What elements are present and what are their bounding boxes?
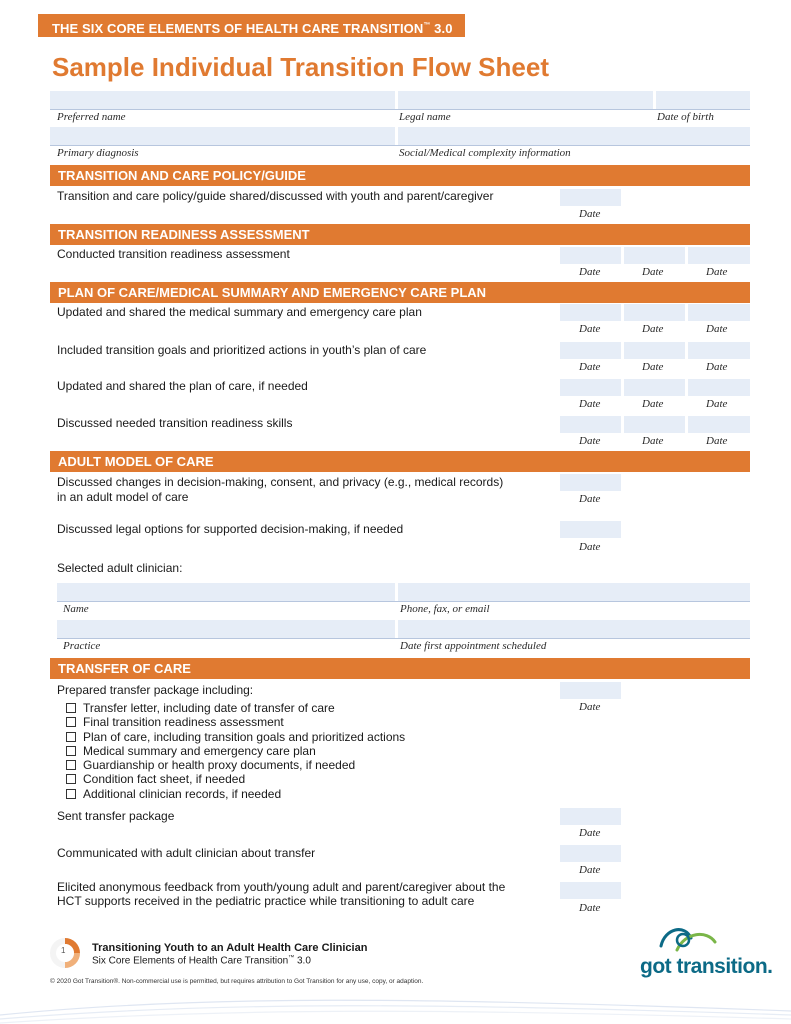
practice-label: Practice: [63, 640, 101, 652]
date-of-birth-field[interactable]: [656, 91, 750, 109]
date-field[interactable]: [560, 342, 621, 359]
plan-item: Updated and shared the plan of care, if needed: [57, 379, 308, 393]
adult-model-item: Discussed legal options for supported decision-making, if needed: [57, 522, 404, 536]
date-field[interactable]: [688, 304, 750, 321]
section-heading-transfer: TRANSFER OF CARE: [50, 658, 750, 679]
clinician-name-label: Name: [63, 603, 89, 615]
adult-model-item: Selected adult clinician:: [57, 561, 183, 575]
checklist-label: Final transition readiness assessment: [83, 715, 284, 729]
date-label: Date: [706, 323, 728, 335]
date-label: Date: [706, 398, 728, 410]
clinician-contact-field[interactable]: [398, 583, 750, 601]
first-appointment-label: Date first appointment scheduled: [400, 640, 547, 652]
divider: [50, 109, 750, 110]
footer-version: 3.0: [294, 955, 311, 967]
checklist-label: Condition fact sheet, if needed: [83, 772, 246, 786]
banner-version: 3.0: [430, 21, 453, 36]
clinician-name-field[interactable]: [57, 583, 395, 601]
readiness-item: Conducted transition readiness assessment: [57, 247, 290, 261]
date-label: Date: [706, 435, 728, 447]
page-number: 1: [61, 946, 66, 955]
date-label: Date: [642, 361, 664, 373]
section-heading-policy: TRANSITION AND CARE POLICY/GUIDE: [50, 165, 750, 186]
date-label: Date: [642, 398, 664, 410]
practice-field[interactable]: [57, 620, 395, 638]
date-label: Date: [642, 266, 664, 278]
copyright-notice: © 2020 Got Transition®. Non-commercial use is permitted, but requires attribution to Got Transition for any use, copy, or adaption.: [50, 978, 424, 985]
transfer-item: Sent transfer package: [57, 809, 175, 823]
checkbox[interactable]: [66, 703, 76, 713]
checkbox[interactable]: [66, 774, 76, 784]
checklist-item[interactable]: [66, 772, 245, 786]
checklist-item[interactable]: [66, 744, 316, 758]
checklist-label: Plan of care, including transition goals and prioritized actions: [83, 730, 406, 744]
footer-trademark: ™: [288, 955, 295, 961]
primary-diagnosis-field[interactable]: [50, 127, 395, 145]
date-label: Date: [579, 902, 601, 914]
footer-subtitle-text: Six Core Elements of Health Care Transition: [92, 955, 289, 967]
date-label: Date: [579, 827, 601, 839]
logo-swirl-icon: [655, 922, 725, 958]
date-field[interactable]: [688, 247, 750, 264]
legal-name-label: Legal name: [399, 111, 451, 123]
date-field[interactable]: [624, 342, 685, 359]
date-field[interactable]: [688, 379, 750, 396]
date-label: Date: [579, 701, 601, 713]
date-field[interactable]: [624, 304, 685, 321]
date-label: Date: [706, 266, 728, 278]
date-field[interactable]: [624, 379, 685, 396]
transfer-item: Elicited anonymous feedback from youth/young adult and parent/caregiver about the: [57, 880, 506, 894]
checklist-item[interactable]: [66, 715, 284, 729]
plan-item: Discussed needed transition readiness skills: [57, 416, 293, 430]
divider: [50, 145, 750, 146]
policy-item: Transition and care policy/guide shared/discussed with youth and parent/caregiver: [57, 189, 494, 203]
date-label: Date: [579, 266, 601, 278]
date-field[interactable]: [688, 342, 750, 359]
date-label: Date: [579, 208, 601, 220]
date-label: Date: [579, 435, 601, 447]
checkbox[interactable]: [66, 717, 76, 727]
plan-item: Included transition goals and prioritized actions in youth’s plan of care: [57, 343, 427, 357]
plan-item: Updated and shared the medical summary and emergency care plan: [57, 305, 422, 319]
section-heading-adult-model: ADULT MODEL OF CARE: [50, 451, 750, 472]
divider: [57, 601, 750, 602]
date-field[interactable]: [560, 416, 621, 433]
checklist-label: Additional clinician records, if needed: [83, 787, 282, 801]
checklist-item[interactable]: [66, 730, 405, 744]
date-label: Date: [642, 323, 664, 335]
date-field[interactable]: [624, 247, 685, 264]
date-field[interactable]: [560, 882, 621, 899]
preferred-name-label: Preferred name: [57, 111, 126, 123]
date-of-birth-label: Date of birth: [657, 111, 714, 123]
legal-name-field[interactable]: [398, 91, 653, 109]
banner-text: THE SIX CORE ELEMENTS OF HEALTH CARE TRANSITION: [52, 21, 424, 36]
transfer-item: Communicated with adult clinician about transfer: [57, 846, 316, 860]
checkbox[interactable]: [66, 746, 76, 756]
date-field[interactable]: [560, 189, 621, 206]
page-title: Sample Individual Transition Flow Sheet: [52, 52, 549, 82]
footer-wave-decoration: [0, 985, 791, 1024]
adult-model-item-continued: in an adult model of care: [57, 490, 189, 504]
date-label: Date: [642, 435, 664, 447]
checklist-label: Medical summary and emergency care plan: [83, 744, 316, 758]
date-field[interactable]: [560, 304, 621, 321]
date-label: Date: [579, 398, 601, 410]
footer-subtitle: [92, 955, 311, 966]
transfer-intro: Prepared transfer package including:: [57, 683, 254, 697]
preferred-name-field[interactable]: [50, 91, 395, 109]
date-field[interactable]: [560, 247, 621, 264]
checklist-label: Guardianship or health proxy documents, if needed: [83, 758, 356, 772]
date-field[interactable]: [624, 416, 685, 433]
checkbox[interactable]: [66, 732, 76, 742]
checklist-label: Transfer letter, including date of transfer of care: [83, 701, 335, 715]
banner-trademark: ™: [423, 22, 431, 29]
date-label: Date: [579, 361, 601, 373]
section-heading-plan: PLAN OF CARE/MEDICAL SUMMARY AND EMERGENCY CARE PLAN: [50, 282, 750, 303]
date-field[interactable]: [560, 845, 621, 862]
footer-title: Transitioning Youth to an Adult Health Care Clinician: [92, 942, 368, 954]
date-label: Date: [579, 493, 601, 505]
adult-model-item: Discussed changes in decision-making, consent, and privacy (e.g., medical records): [57, 475, 504, 489]
complexity-label: Social/Medical complexity information: [399, 147, 571, 159]
section-heading-readiness: TRANSITION READINESS ASSESSMENT: [50, 224, 750, 245]
date-field[interactable]: [560, 521, 621, 538]
date-label: Date: [579, 864, 601, 876]
date-field[interactable]: [560, 379, 621, 396]
date-label: Date: [579, 541, 601, 553]
clinician-contact-label: Phone, fax, or email: [400, 603, 490, 615]
complexity-field[interactable]: [398, 127, 750, 145]
first-appointment-field[interactable]: [398, 620, 750, 638]
divider: [57, 638, 750, 639]
transfer-item-continued: HCT supports received in the pediatric practice while transitioning to adult care: [57, 894, 475, 908]
date-label: Date: [579, 323, 601, 335]
checkbox[interactable]: [66, 760, 76, 770]
checklist-item[interactable]: [66, 787, 281, 801]
date-label: Date: [706, 361, 728, 373]
checkbox[interactable]: [66, 789, 76, 799]
date-field[interactable]: [560, 682, 621, 699]
date-field[interactable]: [688, 416, 750, 433]
checklist-item[interactable]: [66, 701, 335, 715]
checklist-item[interactable]: [66, 758, 355, 772]
primary-diagnosis-label: Primary diagnosis: [57, 147, 139, 159]
date-field[interactable]: [560, 474, 621, 491]
date-field[interactable]: [560, 808, 621, 825]
header-banner: [38, 14, 465, 37]
got-transition-logo: got transition.: [640, 955, 773, 978]
